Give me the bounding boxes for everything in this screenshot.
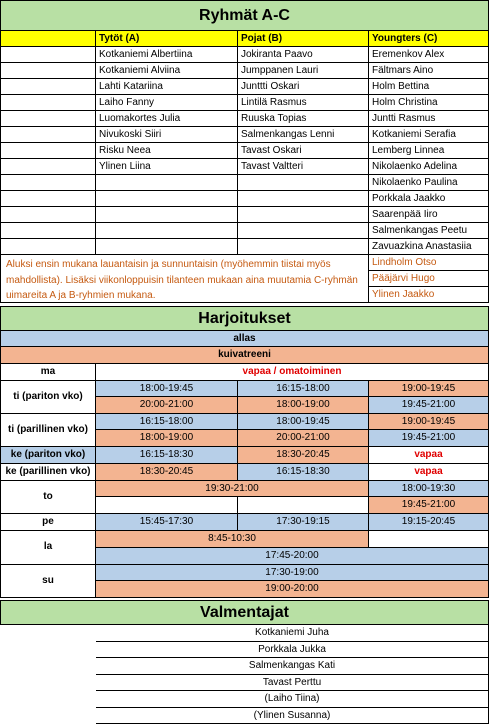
- swimmer-name: Zavuazkina Anastasiia: [369, 239, 489, 255]
- groups-title: Ryhmät A-C: [0, 0, 489, 31]
- empty-cell: [0, 143, 96, 159]
- swimmer-name: Juntti Rasmus: [369, 111, 489, 127]
- swimmer-name: Lemberg Linnea: [369, 143, 489, 159]
- slot-pool: 19:45-21:00: [369, 397, 489, 414]
- empty-cell: [0, 79, 96, 95]
- slot-free: vapaa: [369, 447, 489, 464]
- swimmer-name: Lintilä Rasmus: [238, 95, 369, 111]
- swimmer-name: Nivukoski Siiri: [96, 127, 238, 143]
- swimmer-name: Junttti Oskari: [238, 79, 369, 95]
- swimmer-name: Porkkala Jaakko: [369, 191, 489, 207]
- extra-swimmer: Lindholm Otso: [369, 255, 489, 271]
- swimmer-name: Salmenkangas Peetu: [369, 223, 489, 239]
- empty-cell: [0, 191, 96, 207]
- swimmer-name: [238, 191, 369, 207]
- swimmer-name: [96, 175, 238, 191]
- slot-pool: 16:15-18:00: [96, 414, 238, 430]
- slot-pool: 16:15-18:30: [238, 464, 369, 481]
- extra-swimmer: Pääjärvi Hugo: [369, 271, 489, 287]
- slot-dry: 20:00-21:00: [238, 430, 369, 447]
- slot-dry: 19:00-19:45: [369, 414, 489, 430]
- swimmer-name: [96, 223, 238, 239]
- day-label-ke-odd: ke (pariton vko): [0, 447, 96, 464]
- day-label-ti-even: ti (parillinen vko): [0, 414, 96, 447]
- swimmer-name: Tavast Valtteri: [238, 159, 369, 175]
- empty-cell: [0, 47, 96, 63]
- swimmer-name: Kotkaniemi Alviina: [96, 63, 238, 79]
- swimmer-name: Jokiranta Paavo: [238, 47, 369, 63]
- swimmer-name: Ruuska Topias: [238, 111, 369, 127]
- header-youngsters: Youngters (C): [369, 31, 489, 47]
- slot-pool: 19:45-21:00: [369, 430, 489, 447]
- coach-name: Salmenkangas Kati: [96, 658, 489, 675]
- coaches-title: Valmentajat: [0, 600, 489, 625]
- slot-pool: 18:00-19:45: [238, 414, 369, 430]
- empty-cell: [0, 127, 96, 143]
- coach-name: (Ylinen Susanna): [96, 708, 489, 724]
- swimmer-name: Lahti Katariina: [96, 79, 238, 95]
- swimmer-name: Kotkaniemi Serafia: [369, 127, 489, 143]
- day-label-ti-odd: ti (pariton vko): [0, 381, 96, 414]
- swimmer-name: Salmenkangas Lenni: [238, 127, 369, 143]
- legend-pool: allas: [0, 331, 489, 347]
- slot-pool: 17:45-20:00: [96, 548, 489, 565]
- slot-dry: 19:00-20:00: [96, 581, 489, 598]
- swimmer-name: [238, 175, 369, 191]
- swimmer-name: [96, 191, 238, 207]
- empty-cell: [0, 175, 96, 191]
- empty-cell: [0, 95, 96, 111]
- day-label-su: su: [0, 565, 96, 598]
- slot-pool: 15:45-17:30: [96, 514, 238, 531]
- swimmer-name: [238, 207, 369, 223]
- header-girls: Tytöt (A): [96, 31, 238, 47]
- empty-cell: [0, 63, 96, 79]
- empty-cell: [0, 223, 96, 239]
- empty-cell: [96, 497, 238, 514]
- swimmer-name: Kotkaniemi Albertiina: [96, 47, 238, 63]
- slot-pool: 18:00-19:30: [369, 481, 489, 497]
- slot-dry: 19:00-19:45: [369, 381, 489, 397]
- slot-dry: 18:00-19:00: [238, 397, 369, 414]
- swimmer-name: Holm Bettina: [369, 79, 489, 95]
- slot-pool: 16:15-18:30: [96, 447, 238, 464]
- slot-free: vapaa: [369, 464, 489, 481]
- coach-name: Kotkaniemi Juha: [96, 625, 489, 642]
- swimmer-name: [96, 207, 238, 223]
- day-label-pe: pe: [0, 514, 96, 531]
- slot-dry: 19:30-21:00: [96, 481, 369, 497]
- swimmer-name: Tavast Oskari: [238, 143, 369, 159]
- slot-pool: 19:15-20:45: [369, 514, 489, 531]
- swimmer-name: [238, 223, 369, 239]
- day-label-ma: ma: [0, 364, 96, 381]
- slot-pool: 17:30-19:00: [96, 565, 489, 581]
- empty-cell: [0, 239, 96, 255]
- legend-dry: kuivatreeni: [0, 347, 489, 364]
- empty-cell: [238, 497, 369, 514]
- slot-dry: 8:45-10:30: [96, 531, 369, 548]
- coach-name: Porkkala Jukka: [96, 642, 489, 659]
- empty-cell: [0, 207, 96, 223]
- slot-dry: 19:45-21:00: [369, 497, 489, 514]
- group-note: Aluksi ensin mukana lauantaisin ja sunnuntaisin (myöhemmin tiistai myös mahdollista). Lisäksi viikonloppuisin tilanteen mukaan aina muutamia C-ryhmän uimareita A ja B-ryhmien mukana.: [0, 255, 369, 303]
- slot-pool: 16:15-18:00: [238, 381, 369, 397]
- swimmer-name: [96, 239, 238, 255]
- day-label-ke-even: ke (parillinen vko): [0, 464, 96, 481]
- swimmer-name: Laiho Fanny: [96, 95, 238, 111]
- swimmer-name: Jumppanen Lauri: [238, 63, 369, 79]
- coach-name: Tavast Perttu: [96, 675, 489, 692]
- empty-cell: [0, 159, 96, 175]
- swimmer-name: Eremenkov Alex: [369, 47, 489, 63]
- empty-cell: [0, 111, 96, 127]
- slot-pool: 18:00-19:45: [96, 381, 238, 397]
- swimmer-name: Risku Neea: [96, 143, 238, 159]
- slot-dry: 18:30-20:45: [96, 464, 238, 481]
- swimmer-name: Fältmars Aino: [369, 63, 489, 79]
- slot-dry: 18:00-19:00: [96, 430, 238, 447]
- swimmer-name: Nikolaenko Paulina: [369, 175, 489, 191]
- header-boys: Pojat (B): [238, 31, 369, 47]
- swimmer-name: Ylinen Liina: [96, 159, 238, 175]
- extra-swimmer: Ylinen Jaakko: [369, 287, 489, 303]
- swimmer-name: Saarenpää Iiro: [369, 207, 489, 223]
- empty-cell: [369, 531, 489, 548]
- training-title: Harjoitukset: [0, 306, 489, 331]
- coach-name: (Laiho Tiina): [96, 691, 489, 708]
- day-label-to: to: [0, 481, 96, 514]
- swimmer-name: Nikolaenko Adelina: [369, 159, 489, 175]
- slot-dry: 20:00-21:00: [96, 397, 238, 414]
- swimmer-name: [238, 239, 369, 255]
- ma-free: vapaa / omatoiminen: [96, 364, 489, 381]
- slot-dry: 18:30-20:45: [238, 447, 369, 464]
- swimmer-name: Luomakortes Julia: [96, 111, 238, 127]
- slot-pool: 17:30-19:15: [238, 514, 369, 531]
- header-empty-cell: [0, 31, 96, 47]
- swimmer-name: Holm Christina: [369, 95, 489, 111]
- day-label-la: la: [0, 531, 96, 565]
